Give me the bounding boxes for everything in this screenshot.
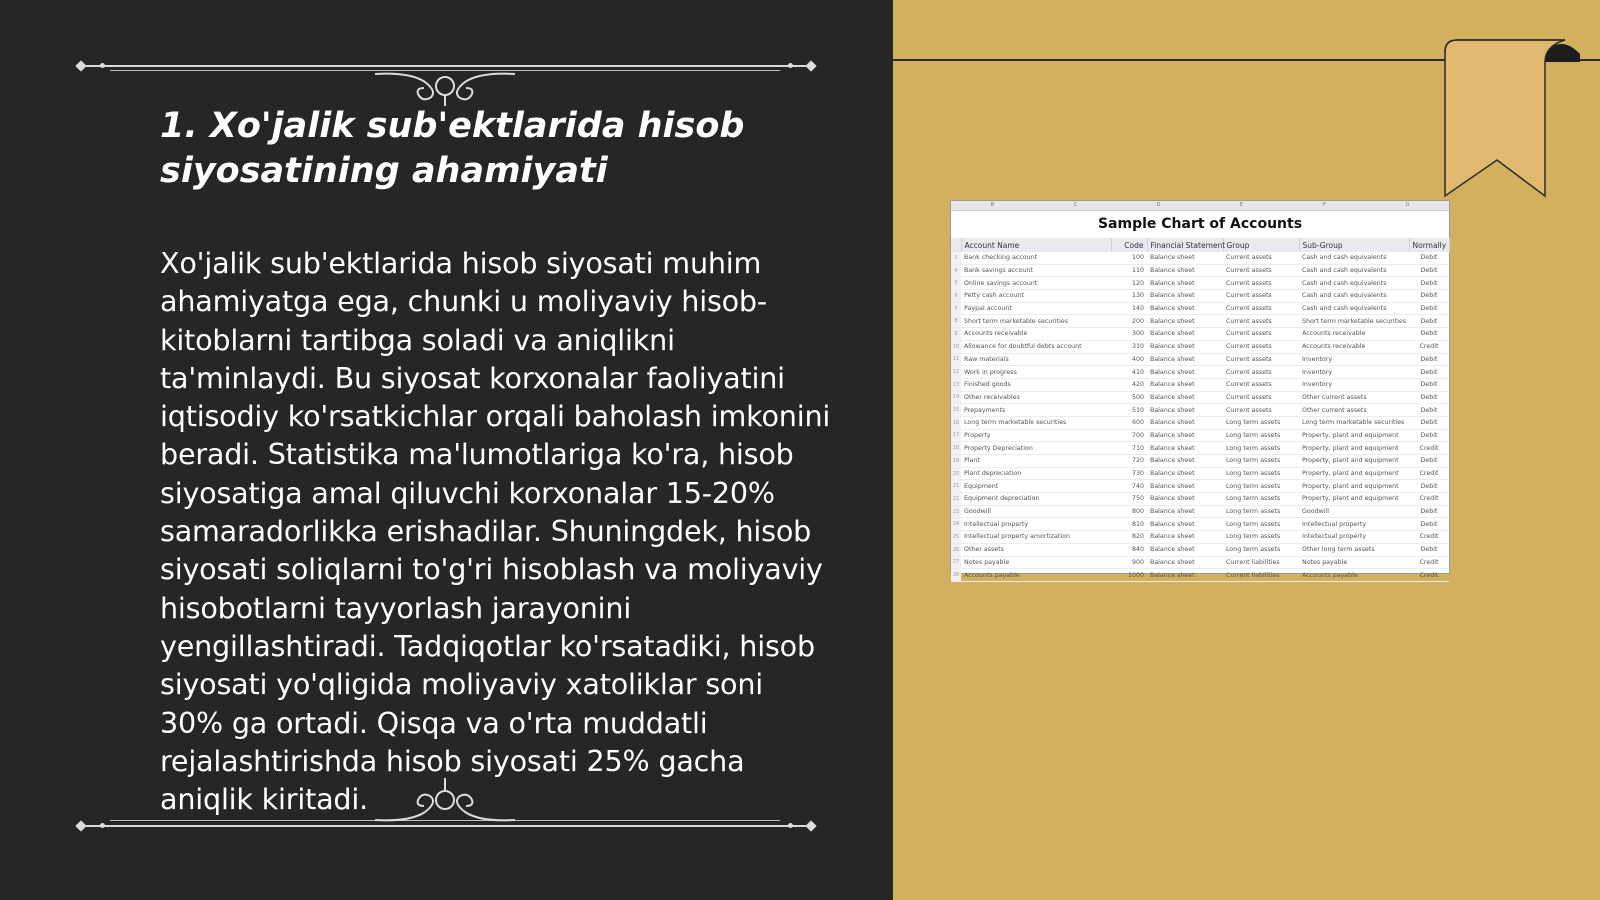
normally-cell: Debit	[1409, 543, 1449, 556]
sub-group-cell: Accounts receivable	[1299, 340, 1409, 353]
account-name-cell: Prepayments	[961, 404, 1111, 417]
sheet-column-letter: C	[1073, 202, 1078, 208]
normally-cell: Debit	[1409, 277, 1449, 290]
sub-group-cell: Short term marketable securities	[1299, 315, 1409, 328]
group-cell: Current assets	[1223, 264, 1299, 277]
table-row	[951, 505, 1449, 518]
sub-group-cell: Goodwill	[1299, 505, 1409, 518]
normally-cell: Debit	[1409, 264, 1449, 277]
normally-cell: Debit	[1409, 391, 1449, 404]
normally-cell: Debit	[1409, 252, 1449, 264]
top-left-dot-ornament	[100, 63, 105, 68]
normally-cell: Debit	[1409, 315, 1449, 328]
row-number-cell: 27	[951, 556, 961, 569]
accounts-table	[951, 238, 1450, 582]
row-number-header	[951, 238, 961, 252]
financial-statement-cell: Balance sheet	[1147, 429, 1223, 442]
financial-statement-cell: Balance sheet	[1147, 366, 1223, 379]
row-number-cell: 4	[951, 264, 961, 277]
account-name-cell: Paypal account	[961, 302, 1111, 315]
table-row	[951, 366, 1449, 379]
financial-statement-cell: Balance sheet	[1147, 480, 1223, 493]
sub-group-header: Sub-Group	[1299, 238, 1409, 252]
sub-group-cell: Notes payable	[1299, 556, 1409, 569]
normally-header: Normally	[1409, 238, 1449, 252]
sub-group-cell: Inventory	[1299, 353, 1409, 366]
financial-statement-cell: Balance sheet	[1147, 353, 1223, 366]
row-number-cell: 12	[951, 366, 961, 379]
account-name-cell: Bank savings account	[961, 264, 1111, 277]
group-cell: Long term assets	[1223, 429, 1299, 442]
row-number-cell: 25	[951, 531, 961, 544]
sub-group-cell: Property, plant and equipment	[1299, 480, 1409, 493]
code-cell: 810	[1111, 518, 1147, 531]
row-number-cell: 21	[951, 480, 961, 493]
slide-body-text: Xo'jalik sub'ektlarida hisob siyosati muhim ahamiyatga ega, chunki u moliyaviy hisob-kitoblarni tartibga soladi va aniqlikni ta'minlaydi. Bu siyosat korxonalar faoliyatini iqtisodiy ko'rsatkichlar orqali baholash imkonini beradi. Statistika ma'lumotlariga ko'ra, hisob siyosatiga amal qiluvchi korxonalar 15-20% samaradorlikka erishadilar. Shuningdek, hisob siyosati soliqlarni to'g'ri hisoblash va moliyaviy hisobotlarni tayyorlash jarayonini yengillashtiradi. Tadqiqotlar ko'rsatadiki, hisob siyosati yo'qligida moliyaviy xatoliklar soni 30% ga ortadi. Qisqa va o'rta muddatli rejalashtirishda hisob siyosati 25% gacha aniqlik kiritadi.	[160, 246, 831, 817]
code-cell: 510	[1111, 404, 1147, 417]
code-cell: 110	[1111, 264, 1147, 277]
table-row	[951, 353, 1449, 366]
group-cell: Long term assets	[1223, 505, 1299, 518]
group-cell: Current assets	[1223, 302, 1299, 315]
group-cell: Long term assets	[1223, 480, 1299, 493]
account-name-cell: Long term marketable securities	[961, 416, 1111, 429]
financial-statement-cell: Balance sheet	[1147, 404, 1223, 417]
account-name-header: Account Name	[961, 238, 1111, 252]
normally-cell: Debit	[1409, 404, 1449, 417]
normally-cell: Credit	[1409, 493, 1449, 506]
financial-statement-cell: Balance sheet	[1147, 467, 1223, 480]
code-cell: 420	[1111, 378, 1147, 391]
code-cell: 710	[1111, 442, 1147, 455]
account-name-cell: Other assets	[961, 543, 1111, 556]
group-cell: Current assets	[1223, 378, 1299, 391]
account-name-cell: Raw materials	[961, 353, 1111, 366]
financial-statement-cell: Balance sheet	[1147, 416, 1223, 429]
code-cell: 140	[1111, 302, 1147, 315]
table-row	[951, 556, 1449, 569]
code-cell: 730	[1111, 467, 1147, 480]
account-name-cell: Other receivables	[961, 391, 1111, 404]
row-number-cell: 5	[951, 277, 961, 290]
row-number-cell: 28	[951, 569, 961, 582]
table-row	[951, 252, 1449, 264]
row-number-cell: 19	[951, 455, 961, 468]
normally-cell: Debit	[1409, 353, 1449, 366]
sheet-column-letter: F	[1323, 202, 1326, 208]
sub-group-cell: Cash and cash equivalents	[1299, 302, 1409, 315]
normally-cell: Debit	[1409, 429, 1449, 442]
normally-cell: Debit	[1409, 328, 1449, 341]
group-cell: Current assets	[1223, 366, 1299, 379]
table-row	[951, 429, 1449, 442]
row-number-cell: 17	[951, 429, 961, 442]
table-row	[951, 518, 1449, 531]
sub-group-cell: Other current assets	[1299, 404, 1409, 417]
group-cell: Long term assets	[1223, 467, 1299, 480]
sub-group-cell: Cash and cash equivalents	[1299, 290, 1409, 303]
financial-statement-cell: Balance sheet	[1147, 290, 1223, 303]
table-row	[951, 340, 1449, 353]
code-cell: 800	[1111, 505, 1147, 518]
account-name-cell: Intellectual property amortization	[961, 531, 1111, 544]
row-number-cell: 23	[951, 505, 961, 518]
group-cell: Long term assets	[1223, 455, 1299, 468]
account-name-cell: Work in progress	[961, 366, 1111, 379]
code-cell: 100	[1111, 252, 1147, 264]
chart-of-accounts-image	[950, 200, 1450, 579]
normally-cell: Debit	[1409, 480, 1449, 493]
normally-cell: Debit	[1409, 378, 1449, 391]
table-row	[951, 480, 1449, 493]
financial-statement-cell: Balance sheet	[1147, 328, 1223, 341]
code-cell: 820	[1111, 531, 1147, 544]
table-row	[951, 328, 1449, 341]
financial-statement-cell: Balance sheet	[1147, 543, 1223, 556]
table-row	[951, 378, 1449, 391]
financial-statement-cell: Balance sheet	[1147, 391, 1223, 404]
table-row	[951, 277, 1449, 290]
table-row	[951, 543, 1449, 556]
financial-statement-cell: Balance sheet	[1147, 518, 1223, 531]
sub-group-cell: Inventory	[1299, 366, 1409, 379]
row-number-cell: 7	[951, 302, 961, 315]
account-name-cell: Online savings account	[961, 277, 1111, 290]
bookmark-ribbon-icon	[1435, 36, 1595, 201]
financial-statement-cell: Balance sheet	[1147, 315, 1223, 328]
sub-group-cell: Cash and cash equivalents	[1299, 264, 1409, 277]
financial-statement-cell: Balance sheet	[1147, 378, 1223, 391]
financial-statement-cell: Balance sheet	[1147, 505, 1223, 518]
sub-group-cell: Other long term assets	[1299, 543, 1409, 556]
row-number-cell: 16	[951, 416, 961, 429]
sub-group-cell: Long term marketable securities	[1299, 416, 1409, 429]
table-row	[951, 264, 1449, 277]
sub-group-cell: Other current assets	[1299, 391, 1409, 404]
sub-group-cell: Cash and cash equivalents	[1299, 277, 1409, 290]
sub-group-cell: Intellectual property	[1299, 518, 1409, 531]
sub-group-cell: Property, plant and equipment	[1299, 467, 1409, 480]
normally-cell: Credit	[1409, 531, 1449, 544]
sub-group-cell: Intellectual property	[1299, 531, 1409, 544]
row-number-cell: 6	[951, 290, 961, 303]
code-cell: 740	[1111, 480, 1147, 493]
account-name-cell: Plant depreciation	[961, 467, 1111, 480]
sheet-column-letter: E	[1239, 202, 1244, 208]
group-cell: Long term assets	[1223, 442, 1299, 455]
top-scroll-ornament-icon	[370, 66, 520, 106]
sheet-column-letter: B	[990, 202, 995, 208]
group-cell: Current assets	[1223, 391, 1299, 404]
row-number-cell: 22	[951, 493, 961, 506]
table-row	[951, 404, 1449, 417]
financial-statement-header: Financial Statement	[1147, 238, 1223, 252]
code-cell: 900	[1111, 556, 1147, 569]
normally-cell: Credit	[1409, 340, 1449, 353]
row-number-cell: 13	[951, 378, 961, 391]
account-name-cell: Intellectual property	[961, 518, 1111, 531]
group-cell: Current assets	[1223, 353, 1299, 366]
normally-cell: Credit	[1409, 467, 1449, 480]
account-name-cell: Short term marketable securities	[961, 315, 1111, 328]
code-cell: 310	[1111, 340, 1147, 353]
sheet-column-letter: G	[1405, 202, 1410, 208]
account-name-cell: Finished goods	[961, 378, 1111, 391]
financial-statement-cell: Balance sheet	[1147, 556, 1223, 569]
code-cell: 750	[1111, 493, 1147, 506]
group-cell: Current assets	[1223, 340, 1299, 353]
normally-cell: Debit	[1409, 518, 1449, 531]
table-row	[951, 442, 1449, 455]
group-cell: Long term assets	[1223, 493, 1299, 506]
code-cell: 300	[1111, 328, 1147, 341]
financial-statement-cell: Balance sheet	[1147, 340, 1223, 353]
row-number-cell: 10	[951, 340, 961, 353]
row-number-cell: 26	[951, 543, 961, 556]
row-number-cell: 24	[951, 518, 961, 531]
code-cell: 400	[1111, 353, 1147, 366]
slide-title: 1. Xo'jalik sub'ektlarida hisob siyosatining ahamiyati	[160, 106, 745, 191]
table-row	[951, 467, 1449, 480]
group-cell: Current assets	[1223, 290, 1299, 303]
financial-statement-cell: Balance sheet	[1147, 277, 1223, 290]
account-name-cell: Goodwill	[961, 505, 1111, 518]
normally-cell: Debit	[1409, 302, 1449, 315]
group-cell: Current liabilities	[1223, 556, 1299, 569]
row-number-cell: 9	[951, 328, 961, 341]
account-name-cell: Equipment	[961, 480, 1111, 493]
financial-statement-cell: Balance sheet	[1147, 264, 1223, 277]
account-name-cell: Allowance for doubtful debts account	[961, 340, 1111, 353]
group-cell: Current liabilities	[1223, 569, 1299, 582]
group-cell: Long term assets	[1223, 531, 1299, 544]
table-row	[951, 455, 1449, 468]
financial-statement-cell: Balance sheet	[1147, 442, 1223, 455]
sub-group-cell: Property, plant and equipment	[1299, 493, 1409, 506]
account-name-cell: Petty cash account	[961, 290, 1111, 303]
code-cell: 720	[1111, 455, 1147, 468]
account-name-cell: Plant	[961, 455, 1111, 468]
group-cell: Current assets	[1223, 277, 1299, 290]
row-number-cell: 15	[951, 404, 961, 417]
code-cell: 1000	[1111, 569, 1147, 582]
financial-statement-cell: Balance sheet	[1147, 569, 1223, 582]
table-row	[951, 290, 1449, 303]
table-row	[951, 391, 1449, 404]
group-cell: Current assets	[1223, 328, 1299, 341]
financial-statement-cell: Balance sheet	[1147, 493, 1223, 506]
sub-group-cell: Property, plant and equipment	[1299, 455, 1409, 468]
table-row	[951, 315, 1449, 328]
sub-group-cell: Property, plant and equipment	[1299, 442, 1409, 455]
table-row	[951, 416, 1449, 429]
sheet-column-letters	[951, 201, 1449, 211]
normally-cell: Debit	[1409, 290, 1449, 303]
table-row	[951, 493, 1449, 506]
row-number-cell: 8	[951, 315, 961, 328]
row-number-cell: 11	[951, 353, 961, 366]
table-row	[951, 569, 1449, 582]
normally-cell: Credit	[1409, 556, 1449, 569]
bottom-right-dot-ornament	[788, 823, 793, 828]
sub-group-cell: Accounts receivable	[1299, 328, 1409, 341]
account-name-cell: Property	[961, 429, 1111, 442]
financial-statement-cell: Balance sheet	[1147, 302, 1223, 315]
group-cell: Long term assets	[1223, 416, 1299, 429]
financial-statement-cell: Balance sheet	[1147, 252, 1223, 264]
sub-group-cell: Cash and cash equivalents	[1299, 252, 1409, 264]
group-cell: Long term assets	[1223, 518, 1299, 531]
account-name-cell: Property Depreciation	[961, 442, 1111, 455]
sub-group-cell: Inventory	[1299, 378, 1409, 391]
account-name-cell: Notes payable	[961, 556, 1111, 569]
sub-group-cell: Accounts payable	[1299, 569, 1409, 582]
group-cell: Current assets	[1223, 315, 1299, 328]
bottom-left-dot-ornament	[100, 823, 105, 828]
account-name-cell: Accounts payable	[961, 569, 1111, 582]
account-name-cell: Equipment depreciation	[961, 493, 1111, 506]
financial-statement-cell: Balance sheet	[1147, 531, 1223, 544]
normally-cell: Debit	[1409, 366, 1449, 379]
accounts-table-body	[951, 252, 1449, 581]
code-cell: 200	[1111, 315, 1147, 328]
row-number-cell: 20	[951, 467, 961, 480]
code-cell: 840	[1111, 543, 1147, 556]
financial-statement-cell: Balance sheet	[1147, 455, 1223, 468]
code-cell: 120	[1111, 277, 1147, 290]
code-cell: 410	[1111, 366, 1147, 379]
normally-cell: Debit	[1409, 505, 1449, 518]
table-header-row	[951, 238, 1449, 252]
group-cell: Long term assets	[1223, 543, 1299, 556]
sub-group-cell: Property, plant and equipment	[1299, 429, 1409, 442]
row-number-cell: 14	[951, 391, 961, 404]
normally-cell: Credit	[1409, 569, 1449, 582]
account-name-cell: Bank checking account	[961, 252, 1111, 264]
code-cell: 700	[1111, 429, 1147, 442]
normally-cell: Credit	[1409, 442, 1449, 455]
normally-cell: Debit	[1409, 416, 1449, 429]
top-right-dot-ornament	[788, 63, 793, 68]
code-header: Code	[1111, 238, 1147, 252]
group-cell: Current assets	[1223, 252, 1299, 264]
group-cell: Current assets	[1223, 404, 1299, 417]
code-cell: 600	[1111, 416, 1147, 429]
sheet-column-letter: D	[1156, 202, 1161, 208]
code-cell: 130	[1111, 290, 1147, 303]
sheet-title: Sample Chart of Accounts	[1097, 216, 1303, 232]
table-row	[951, 302, 1449, 315]
table-row	[951, 531, 1449, 544]
code-cell: 500	[1111, 391, 1147, 404]
account-name-cell: Accounts receivable	[961, 328, 1111, 341]
group-header: Group	[1223, 238, 1299, 252]
row-number-cell: 18	[951, 442, 961, 455]
normally-cell: Debit	[1409, 455, 1449, 468]
row-number-cell: 3	[951, 252, 961, 264]
